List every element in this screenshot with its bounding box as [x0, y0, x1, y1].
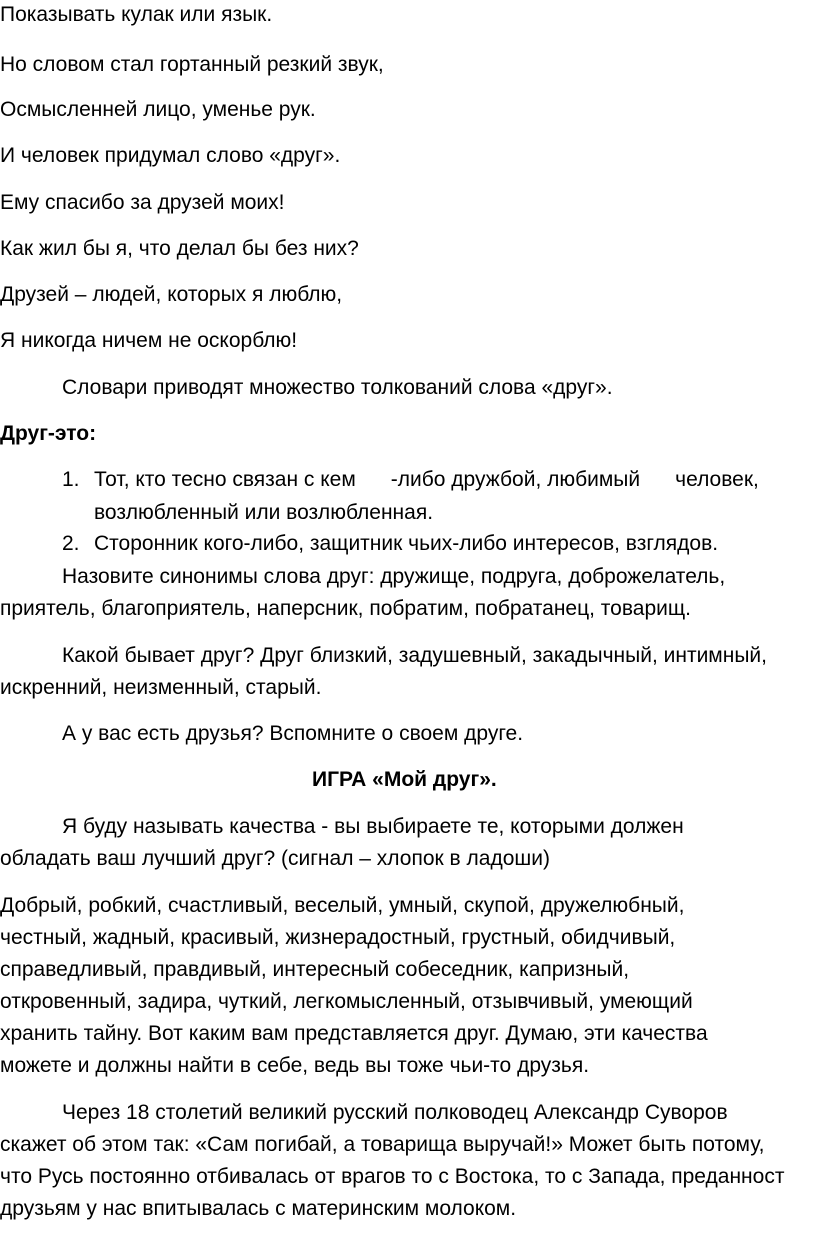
qualities-line: честный, жадный, красивый, жизнерадостный, грустный, обидчивый,	[0, 926, 676, 949]
kinds-paragraph: искренний, неизменный, старый.	[0, 676, 322, 699]
game-intro: Я буду называть качества - вы выбираете те, которыми должен	[62, 815, 684, 838]
suvorov-paragraph: друзьям у нас впитывалась с материнским молоком.	[0, 1197, 517, 1220]
poem-line: Но словом стал гортанный резкий звук,	[0, 53, 384, 76]
poem-line: И человек придумал слово «друг».	[0, 144, 341, 167]
qualities-line: откровенный, задира, чуткий, легкомысленный, отзывчивый, умеющий	[0, 990, 693, 1013]
list-item-text: Тот, кто тесно связан с кем -либо дружбой, любимый человек,	[94, 468, 759, 491]
game-intro: обладать ваш лучший друг? (сигнал – хлопок в ладоши)	[0, 847, 550, 870]
list-number: 2.	[62, 532, 80, 555]
dictionary-intro: Словари приводят множество толкований слова «друг».	[62, 376, 613, 399]
list-number: 1.	[62, 468, 80, 491]
poem-line: Друзей – людей, которых я люблю,	[0, 283, 343, 306]
poem-line: Показывать кулак или язык.	[0, 3, 273, 26]
list-item-text: Сторонник кого-либо, защитник чьих-либо интересов, взглядов.	[94, 532, 719, 555]
suvorov-paragraph: что Русь постоянно отбивалась от врагов то с Востока, то с Запада, преданност	[0, 1165, 785, 1188]
qualities-line: хранить тайну. Вот каким вам представляется друг. Думаю, эти качества	[0, 1022, 708, 1045]
definition-heading: Друг-это:	[0, 422, 97, 445]
qualities-line: справедливый, правдивый, интересный собеседник, капризный,	[0, 958, 630, 981]
question-paragraph: А у вас есть друзья? Вспомните о своем друге.	[62, 722, 524, 745]
suvorov-paragraph: скажет об этом так: «Сам погибай, а товарища выручай!» Может быть потому,	[0, 1133, 765, 1156]
kinds-paragraph: Какой бывает друг? Друг близкий, задушевный, закадычный, интимный,	[62, 644, 767, 667]
game-title: ИГРА «Мой друг».	[312, 768, 497, 791]
list-item-text: возлюбленный или возлюбленная.	[94, 501, 434, 524]
synonyms-paragraph: приятель, благоприятель, наперсник, побратим, побратанец, товарищ.	[0, 597, 691, 620]
qualities-line: можете и должны найти в себе, ведь вы тоже чьи-то друзья.	[0, 1054, 590, 1077]
poem-line: Осмысленней лицо, уменье рук.	[0, 98, 316, 121]
qualities-line: Добрый, робкий, счастливый, веселый, умный, скупой, дружелюбный,	[0, 894, 685, 917]
poem-line: Как жил бы я, что делал бы без них?	[0, 237, 359, 260]
poem-line: Я никогда ничем не оскорблю!	[0, 329, 298, 352]
suvorov-paragraph: Через 18 столетий великий русский полководец Александр Суворов	[62, 1101, 728, 1124]
poem-line: Ему спасибо за друзей моих!	[0, 191, 285, 214]
synonyms-paragraph: Назовите синонимы слова друг: дружище, подруга, доброжелатель,	[62, 565, 726, 588]
